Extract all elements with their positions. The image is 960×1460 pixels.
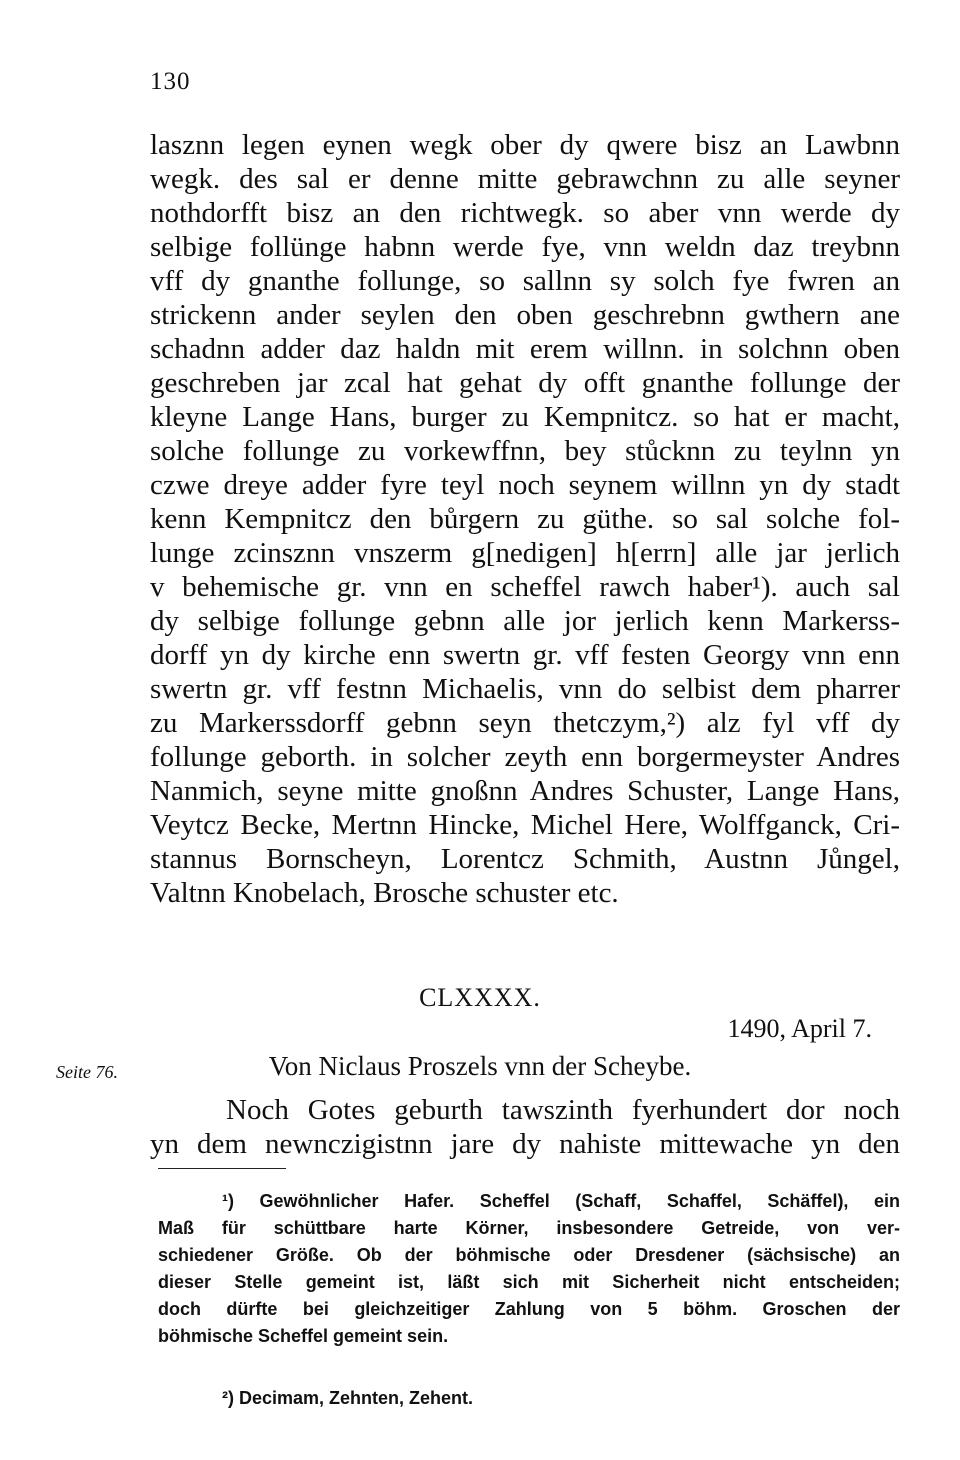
main-text-block	[150, 128, 900, 910]
text-line: schadnn adder daz haldn mit erem willnn. in solchnn oben	[150, 333, 900, 365]
text-line: czwe dreye adder fyre teyl noch seynem willnn yn dy stadt	[150, 469, 900, 501]
text-line: v behemische gr. vnn en scheffel rawch haber¹). auch sal	[150, 571, 900, 603]
text-line: Valtnn Knobelach, Brosche schuster etc.	[150, 877, 619, 909]
text-line: stannus Bornscheyn, Lorentcz Schmith, Austnn Jůngel,	[150, 843, 900, 875]
text-line: Noch Gotes geburth tawszinth fyerhundert dor noch	[226, 1094, 900, 1126]
text-line: dy selbige follunge gebnn alle jor jerlich kenn Markerss-	[150, 605, 900, 637]
footnote-line: schiedener Größe. Ob der böhmische oder Dresdener (sächsische) an	[158, 1245, 900, 1265]
document-text-block	[150, 1093, 900, 1161]
footnote-divider	[158, 1168, 286, 1169]
document-date: 1490, April 7.	[727, 1014, 872, 1043]
text-line: wegk. des sal er denne mitte gebrawchnn zu alle seyner	[150, 163, 900, 195]
text-line: geschreben jar zcal hat gehat dy offt gnanthe follunge der	[150, 367, 900, 399]
footnote-line: ¹) Gewöhnlicher Hafer. Scheffel (Schaff, Schaffel, Schäffel), ein	[222, 1191, 900, 1211]
text-line: zu Markerssdorff gebnn seyn thetczym,²) alz fyl vff dy	[150, 707, 900, 739]
text-line: lunge zcinsznn vnszerm g[nedigen] h[errn] alle jar jerlich	[150, 537, 900, 569]
text-line: kleyne Lange Hans, burger zu Kempnitcz. so hat er macht,	[150, 401, 900, 433]
footnote-2: ²) Decimam, Zehnten, Zehent.	[222, 1388, 474, 1408]
footnote-line: Maß für schüttbare harte Körner, insbesondere Getreide, von ver-	[158, 1218, 900, 1238]
document-number: CLXXXX.	[419, 983, 541, 1012]
footnote-line: böhmische Scheffel gemeint sein.	[158, 1326, 449, 1346]
text-line: strickenn ander seylen den oben geschrebnn gwthern ane	[150, 299, 900, 331]
footnote-1	[158, 1188, 900, 1350]
text-line: solche follunge zu vorkewffnn, bey stůcknn zu teylnn yn	[150, 435, 900, 467]
text-line: lasznn legen eynen wegk ober dy qwere bisz an Lawbnn	[150, 129, 900, 161]
text-line: selbige follünge habnn werde fye, vnn weldn daz treybnn	[150, 231, 900, 263]
footnote-line: dieser Stelle gemeint ist, läßt sich mit Sicherheit nicht entscheiden;	[158, 1272, 900, 1292]
text-line: vff dy gnanthe follunge, so sallnn sy solch fye fwren an	[150, 265, 900, 297]
text-line: yn dem newnczigistnn jare dy nahiste mittewache yn den	[150, 1128, 900, 1160]
margin-page-reference: Seite 76.	[56, 1062, 118, 1082]
text-line: nothdorfft bisz an den richtwegk. so aber vnn werde dy	[150, 197, 900, 229]
text-line: swertn gr. vff festnn Michaelis, vnn do selbist dem pharrer	[150, 673, 900, 705]
text-line: dorff yn dy kirche enn swertn gr. vff festen Georgy vnn enn	[150, 639, 900, 671]
page-number: 130	[150, 68, 191, 95]
footnote-line: doch dürfte bei gleichzeitiger Zahlung von 5 böhm. Groschen der	[158, 1299, 900, 1319]
text-line: Veytcz Becke, Mertnn Hincke, Michel Here, Wolffganck, Cri-	[150, 809, 900, 841]
document-title: Von Niclaus Proszels vnn der Scheybe.	[268, 1051, 692, 1081]
text-line: Nanmich, seyne mitte gnoßnn Andres Schuster, Lange Hans,	[150, 775, 900, 807]
text-line: kenn Kempnitcz den bůrgern zu güthe. so sal solche fol-	[150, 503, 900, 535]
text-line: follunge geborth. in solcher zeyth enn borgermeyster Andres	[150, 741, 900, 773]
